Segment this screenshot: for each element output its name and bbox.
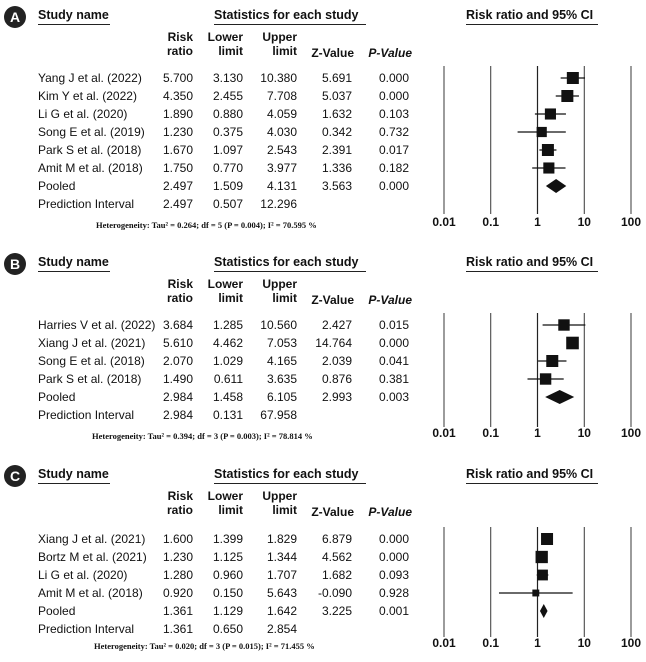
rr-value: 0.920 <box>162 586 193 600</box>
panel-label-a: A <box>4 6 26 28</box>
z-value-header: Z-Value <box>311 505 354 519</box>
z-value: 1.632 <box>321 107 352 121</box>
rr-value: 5.700 <box>162 71 193 85</box>
rr-value: 1.361 <box>162 604 193 618</box>
rr-value: 2.497 <box>162 197 193 211</box>
risk-ratio-header-line: Risk <box>167 489 193 503</box>
p-value: 0.732 <box>378 125 409 139</box>
study-marker <box>541 533 553 545</box>
p-value: 0.103 <box>378 107 409 121</box>
upper-value: 10.560 <box>260 318 297 332</box>
rr-value: 5.610 <box>162 336 193 350</box>
z-value: 6.879 <box>321 532 352 546</box>
rr-value: 2.984 <box>162 408 193 422</box>
forest-title: Risk ratio and 95% CI <box>466 467 594 481</box>
upper-value: 6.105 <box>266 390 297 404</box>
x-tick-label: 0.1 <box>482 426 500 440</box>
forest-plot <box>0 459 646 661</box>
forest-plot <box>0 0 646 240</box>
forest-title: Risk ratio and 95% CI <box>466 8 594 22</box>
p-value: 0.182 <box>378 161 409 175</box>
lower-value: 0.131 <box>212 408 243 422</box>
study-name: Prediction Interval <box>38 622 135 636</box>
rr-value: 1.280 <box>162 568 193 582</box>
lower-limit-header-line: Lower <box>207 489 243 503</box>
study-marker <box>537 127 547 137</box>
upper-value: 3.977 <box>266 161 297 175</box>
rr-value: 4.350 <box>162 89 193 103</box>
upper-limit-header-line: limit <box>272 44 297 58</box>
study-name: Amit M et al. (2018) <box>38 586 143 600</box>
upper-value: 3.635 <box>266 372 297 386</box>
study-marker <box>537 570 548 581</box>
lower-limit-header-line: limit <box>218 503 243 517</box>
study-marker <box>546 355 558 367</box>
x-tick-label: 0.1 <box>482 636 500 650</box>
lower-value: 1.125 <box>212 550 243 564</box>
z-value: 1.682 <box>321 568 352 582</box>
rr-value: 1.230 <box>162 550 193 564</box>
risk-ratio-header-line: ratio <box>166 291 193 305</box>
study-marker <box>540 373 551 384</box>
lower-value: 0.880 <box>212 107 243 121</box>
heterogeneity-text: Heterogeneity: Tau² = 0.020; df = 3 (P = 0.015); I² = 71.455 % <box>94 641 315 651</box>
z-value: -0.090 <box>317 586 352 600</box>
upper-value: 7.053 <box>266 336 297 350</box>
panel-c <box>0 459 646 659</box>
z-value: 3.225 <box>321 604 352 618</box>
study-marker <box>566 337 579 350</box>
upper-value: 2.543 <box>266 143 297 157</box>
z-value: 2.427 <box>321 318 352 332</box>
lower-limit-header-line: limit <box>218 291 243 305</box>
p-value: 0.093 <box>378 568 409 582</box>
panel-b <box>0 247 646 452</box>
x-tick-label: 100 <box>620 215 642 229</box>
upper-value: 4.165 <box>266 354 297 368</box>
upper-limit-header-line: Upper <box>262 489 297 503</box>
p-value: 0.000 <box>378 550 409 564</box>
lower-limit-header-line: limit <box>218 44 243 58</box>
p-value-header: P-Value <box>368 505 412 519</box>
z-value: 3.563 <box>321 179 352 193</box>
lower-limit-header-line: Lower <box>207 30 243 44</box>
upper-value: 1.642 <box>266 604 297 618</box>
study-name-header: Study name <box>38 8 109 22</box>
lower-value: 1.458 <box>212 390 243 404</box>
p-value: 0.000 <box>378 89 409 103</box>
p-value: 0.928 <box>378 586 409 600</box>
rr-value: 2.070 <box>162 354 193 368</box>
z-value-header: Z-Value <box>311 293 354 307</box>
x-tick-label: 10 <box>577 636 591 650</box>
study-name: Xiang J et al. (2021) <box>38 532 146 546</box>
p-value: 0.041 <box>378 354 409 368</box>
p-value-header: P-Value <box>368 293 412 307</box>
panel-label-c: C <box>4 465 26 487</box>
z-value: 0.876 <box>321 372 352 386</box>
forest-title: Risk ratio and 95% CI <box>466 255 594 269</box>
lower-value: 3.130 <box>212 71 243 85</box>
study-name: Li G et al. (2020) <box>38 107 128 121</box>
x-tick-label: 0.01 <box>432 215 456 229</box>
lower-value: 1.285 <box>212 318 243 332</box>
upper-value: 10.380 <box>260 71 297 85</box>
forest-plot <box>0 247 646 451</box>
rr-value: 1.750 <box>162 161 193 175</box>
x-tick-label: 10 <box>577 426 591 440</box>
x-tick-label: 10 <box>577 215 591 229</box>
risk-ratio-header-line: ratio <box>166 44 193 58</box>
lower-value: 0.150 <box>212 586 243 600</box>
z-value-header: Z-Value <box>311 46 354 60</box>
heterogeneity-text: Heterogeneity: Tau² = 0.264; df = 5 (P = 0.004); I² = 70.595 % <box>96 220 317 230</box>
study-name: Pooled <box>38 604 76 618</box>
lower-limit-header-line: Lower <box>207 277 243 291</box>
upper-value: 5.643 <box>266 586 297 600</box>
x-tick-label: 0.01 <box>432 636 456 650</box>
study-marker <box>567 72 579 84</box>
study-marker <box>536 551 548 563</box>
upper-value: 67.958 <box>260 408 297 422</box>
study-name: Park S et al. (2018) <box>38 372 142 386</box>
risk-ratio-header-line: ratio <box>166 503 193 517</box>
study-name: Park S et al. (2018) <box>38 143 142 157</box>
p-value: 0.003 <box>378 390 409 404</box>
p-value: 0.017 <box>378 143 409 157</box>
study-marker <box>543 162 554 173</box>
panel-label-b: B <box>4 253 26 275</box>
x-tick-label: 100 <box>620 426 642 440</box>
upper-limit-header-line: Upper <box>262 277 297 291</box>
rr-value: 1.600 <box>162 532 193 546</box>
lower-value: 0.611 <box>213 372 243 386</box>
study-marker <box>558 319 569 330</box>
p-value: 0.000 <box>378 179 409 193</box>
x-tick-label: 0.1 <box>482 215 500 229</box>
x-tick-label: 100 <box>620 636 642 650</box>
pooled-diamond <box>545 390 574 404</box>
z-value: 2.039 <box>321 354 352 368</box>
study-marker <box>532 590 539 597</box>
x-tick-label: 0.01 <box>432 426 456 440</box>
study-name-header: Study name <box>38 255 109 269</box>
upper-value: 4.131 <box>266 179 297 193</box>
lower-value: 4.462 <box>212 336 243 350</box>
lower-value: 2.455 <box>212 89 243 103</box>
z-value: 14.764 <box>315 336 352 350</box>
z-value: 4.562 <box>321 550 352 564</box>
study-marker <box>542 144 554 156</box>
risk-ratio-header-line: Risk <box>167 277 193 291</box>
upper-value: 1.707 <box>266 568 297 582</box>
rr-value: 2.497 <box>162 179 193 193</box>
p-value: 0.001 <box>378 604 409 618</box>
p-value: 0.381 <box>378 372 409 386</box>
lower-value: 1.097 <box>212 143 243 157</box>
z-value: 5.037 <box>321 89 352 103</box>
lower-value: 1.029 <box>212 354 243 368</box>
rr-value: 1.890 <box>162 107 193 121</box>
lower-value: 1.509 <box>212 179 243 193</box>
study-name: Bortz M et al. (2021) <box>38 550 147 564</box>
p-value: 0.000 <box>378 532 409 546</box>
pooled-diamond <box>546 179 566 193</box>
risk-ratio-header-line: Risk <box>167 30 193 44</box>
statistics-header: Statistics for each study <box>214 255 359 269</box>
upper-limit-header-line: limit <box>272 503 297 517</box>
statistics-header: Statistics for each study <box>214 8 359 22</box>
lower-value: 1.129 <box>212 604 243 618</box>
study-name: Kim Y et al. (2022) <box>38 89 137 103</box>
study-name: Harries V et al. (2022) <box>38 318 156 332</box>
study-name: Song E et al. (2018) <box>38 354 145 368</box>
statistics-header: Statistics for each study <box>214 467 359 481</box>
x-tick-label: 1 <box>534 215 541 229</box>
panel-a <box>0 0 646 236</box>
study-name: Amit M et al. (2018) <box>38 161 143 175</box>
rr-value: 1.230 <box>162 125 193 139</box>
study-name: Prediction Interval <box>38 197 135 211</box>
rr-value: 3.684 <box>162 318 193 332</box>
upper-value: 7.708 <box>266 89 297 103</box>
x-tick-label: 1 <box>534 426 541 440</box>
lower-value: 0.375 <box>212 125 243 139</box>
x-tick-label: 1 <box>534 636 541 650</box>
upper-value: 1.344 <box>266 550 297 564</box>
z-value: 5.691 <box>321 71 352 85</box>
heterogeneity-text: Heterogeneity: Tau² = 0.394; df = 3 (P = 0.003); I² = 78.814 % <box>92 431 313 441</box>
upper-value: 2.854 <box>266 622 297 636</box>
study-marker <box>545 108 556 119</box>
study-name-header: Study name <box>38 467 109 481</box>
rr-value: 2.984 <box>162 390 193 404</box>
lower-value: 1.399 <box>212 532 243 546</box>
p-value: 0.000 <box>378 71 409 85</box>
p-value-header: P-Value <box>368 46 412 60</box>
z-value: 0.342 <box>321 125 352 139</box>
rr-value: 1.670 <box>162 143 193 157</box>
rr-value: 1.490 <box>162 372 193 386</box>
z-value: 1.336 <box>321 161 352 175</box>
z-value: 2.391 <box>321 143 352 157</box>
upper-limit-header-line: Upper <box>262 30 297 44</box>
upper-limit-header-line: limit <box>272 291 297 305</box>
upper-value: 4.059 <box>266 107 297 121</box>
pooled-diamond <box>540 604 548 618</box>
lower-value: 0.650 <box>212 622 243 636</box>
study-name: Yang J et al. (2022) <box>38 71 142 85</box>
z-value: 2.993 <box>321 390 352 404</box>
study-name: Prediction Interval <box>38 408 135 422</box>
upper-value: 12.296 <box>260 197 297 211</box>
rr-value: 1.361 <box>162 622 193 636</box>
upper-value: 4.030 <box>266 125 297 139</box>
lower-value: 0.507 <box>212 197 243 211</box>
upper-value: 1.829 <box>266 532 297 546</box>
study-name: Li G et al. (2020) <box>38 568 128 582</box>
study-name: Xiang J et al. (2021) <box>38 336 146 350</box>
p-value: 0.000 <box>378 336 409 350</box>
study-name: Song E et al. (2019) <box>38 125 145 139</box>
study-name: Pooled <box>38 179 76 193</box>
lower-value: 0.770 <box>212 161 243 175</box>
p-value: 0.015 <box>378 318 409 332</box>
study-name: Pooled <box>38 390 76 404</box>
lower-value: 0.960 <box>212 568 243 582</box>
study-marker <box>561 90 573 102</box>
